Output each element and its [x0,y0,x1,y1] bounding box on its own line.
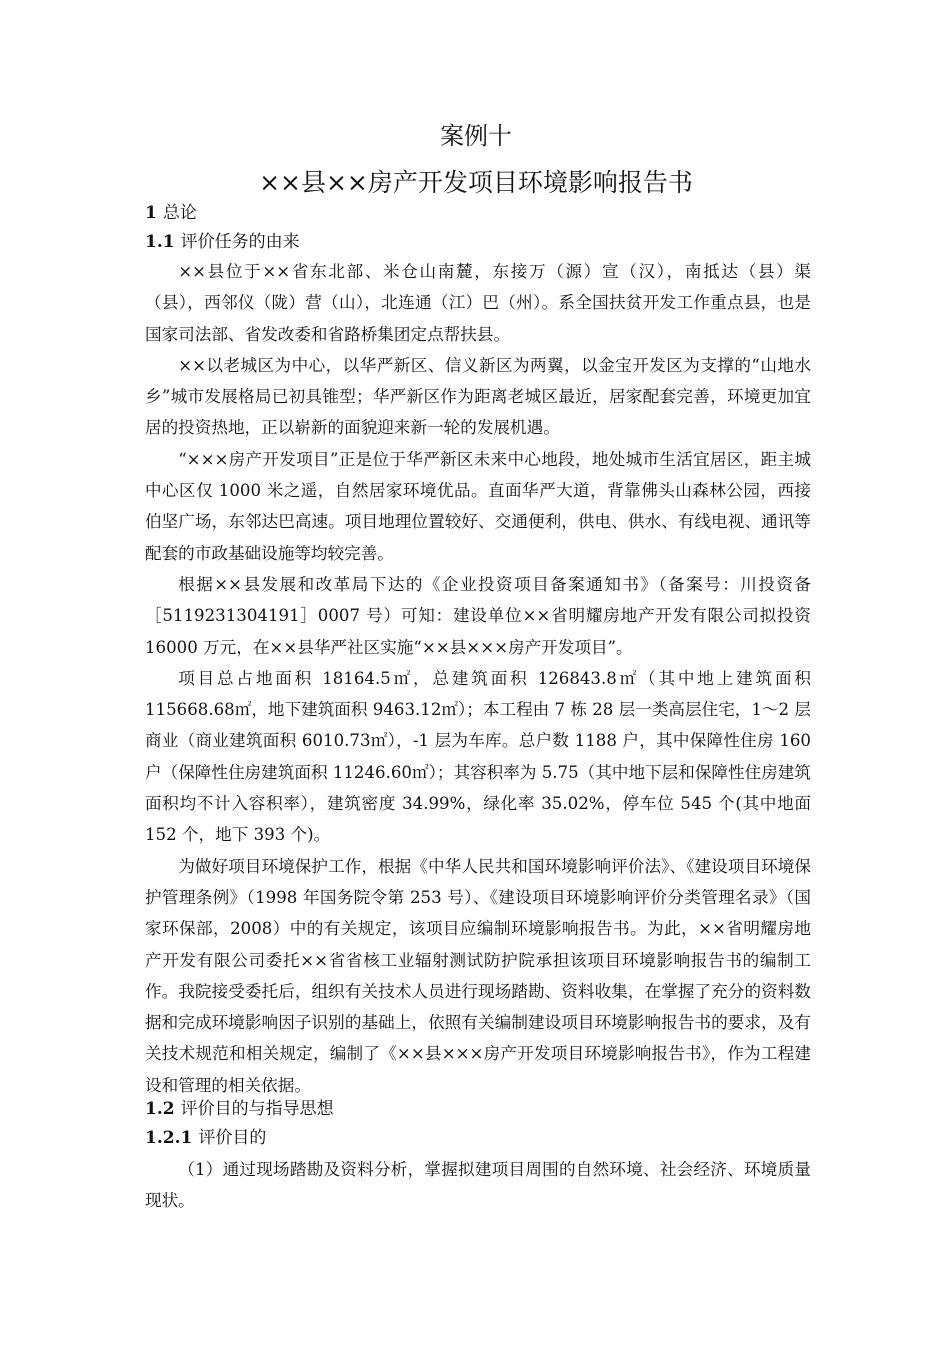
paragraph: 项目总占地面积 18164.5㎡，总建筑面积 126843.8㎡（其中地上建筑面积 115668.68㎡，地下建筑面积 9463.12㎡）；本工程由 7 栋 28 层一类高层住宅，1～2 层商业（商业建筑面积 6010.73㎡），-1 层为车库。总户数 1188 户，其中保障性住房 160 户（保障性住房建筑面积 11246.60㎡）；其容积率为 5.75（其中地下层和保障性住房建筑面积均不计入容积率），建筑密度 34.99%，绿化率 35.02%，停车位 545 个(其中地面 152 个，地下 393 个)。 [145,668,811,845]
paragraph: 为做好项目环境保护工作，根据《中华人民共和国环境影响评价法》、《建设项目环境保护管理条例》（1998 年国务院令第 253 号）、《建设项目环境影响评价分类管理名录》（国家环保部，2008）中的有关规定，该项目应编制环境影响报告书。为此，××省明耀房地产开发有限公司委托××省省核工业辐射测试防护院承担该项目环境影响报告书的编制工作。我院接受委托后，组织有关技术人员进行现场踏勘、资料收集，在掌握了充分的资料数据和完成环境影响因子识别的基础上，依照有关编制建设项目环境影响报告书的要求，及有关技术规范和相关规定，编制了《××县×××房产开发项目环境影响报告书》，作为工程建设和管理的相关依据。 [145,856,811,1095]
paragraph: “×××房产开发项目”正是位于华严新区未来中心地段，地处城市生活宜居区，距主城中心区仅 1000 米之遥，自然居家环境优品。直面华严大道，背靠佛头山森林公园，西接伯坚广场，东邻达巴高速。项目地理位置较好、交通便利，供电、供水、有线电视、通讯等配套的市政基础设施等均较完善。 [145,449,811,563]
section-title: 评价任务的由来 [180,232,300,252]
section-1-2-heading [145,1096,334,1122]
paragraph: ××以老城区为中心，以华严新区、信义新区为两翼，以金宝开发区为支撑的“山地水乡”城市发展格局已初具锥型；华严新区作为距离老城区最近，居家配套完善，环境更加宜居的投资热地，正以崭新的面貌迎来新一轮的发展机遇。 [145,355,811,438]
report-title: ××县××房产开发项目环境影响报告书 [259,168,693,197]
section-number: 1 [145,203,157,223]
section-1-heading [145,200,197,226]
case-title: 案例十 [440,122,512,150]
section-number: 1.1 [145,232,175,252]
section-title: 总论 [162,203,197,223]
paragraph: ××县位于××省东北部、米仓山南麓，东接万（源）宣（汉），南抵达（县）渠（县），西邻仪（陇）营（山），北连通（江）巴（州）。系全国扶贫开发工作重点县，也是国家司法部、省发改委和省路桥集团定点帮扶县。 [145,262,811,344]
body-text-1-1 [145,256,811,1101]
section-1-1-heading [145,229,300,255]
paragraph: （1）通过现场踏勘及资料分析，掌握拟建项目周围的自然环境、社会经济、环境质量现状。 [145,1160,811,1211]
section-title: 评价目的与指导思想 [180,1099,334,1119]
section-number: 1.2.1 [145,1128,193,1148]
paragraph: 根据××县发展和改革局下达的《企业投资项目备案通知书》（备案号：川投资备［5119231304191］0007 号）可知：建设单位××省明耀房地产开发有限公司拟投资 16000 万元，在××县华严社区实施“××县×××房产开发项目”。 [145,574,811,657]
section-1-2-1-heading [145,1125,266,1151]
section-number: 1.2 [145,1099,175,1119]
body-text-1-2-1 [145,1154,811,1217]
section-title: 评价目的 [198,1128,267,1148]
